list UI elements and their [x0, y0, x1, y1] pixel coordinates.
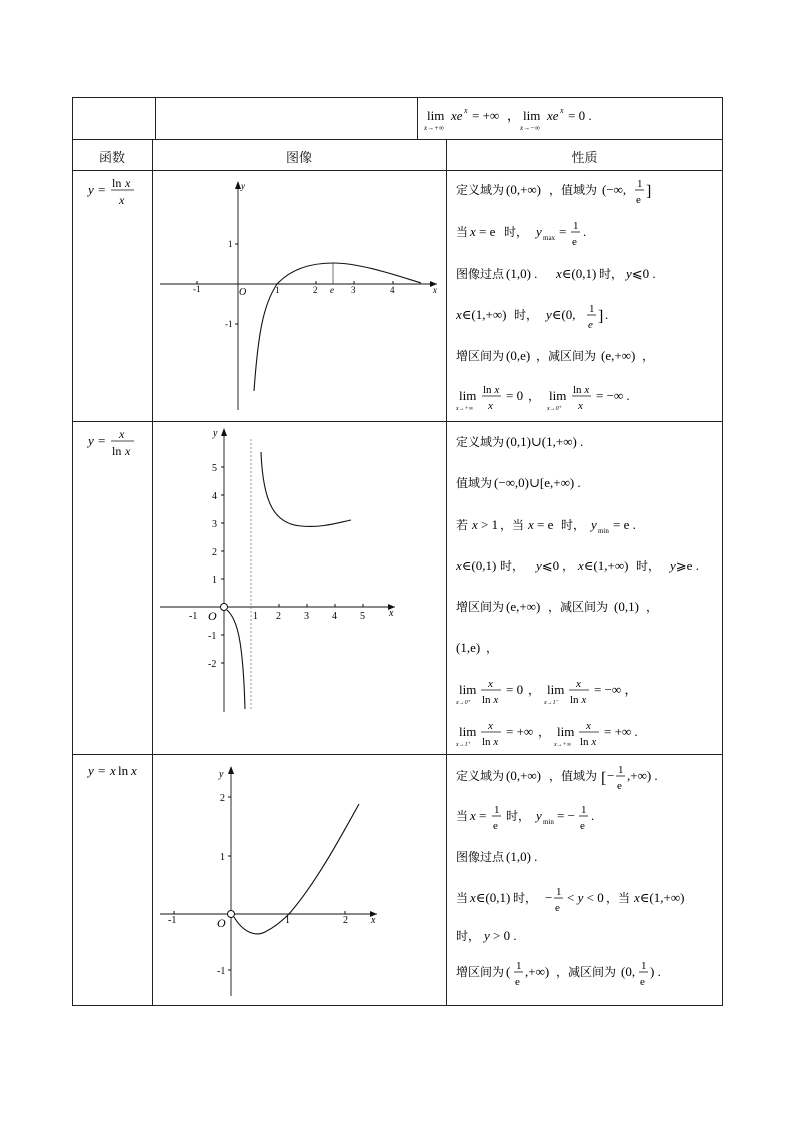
svg-text:x: x: [119, 427, 125, 441]
svg-text:.: .: [605, 307, 609, 322]
function-label-lnx-over-x: [86, 176, 146, 212]
row1-props: [456, 176, 716, 418]
svg-text:1: 1: [637, 178, 643, 190]
svg-text:，减区间为: ，减区间为: [536, 349, 597, 363]
svg-text:y > 0 .: y > 0 .: [484, 928, 517, 943]
svg-text:1: 1: [573, 220, 579, 232]
svg-text:x: x: [110, 763, 116, 778]
svg-text:.: .: [591, 808, 595, 823]
svg-text:x: x: [371, 915, 376, 926]
svg-text:e: e: [330, 285, 334, 295]
graph-x-over-lnx: [155, 424, 445, 714]
svg-text:lim: lim: [547, 682, 565, 697]
svg-text:y: y: [219, 769, 224, 780]
svg-text:ln x: ln x: [482, 694, 499, 706]
svg-text:(e,+∞): (e,+∞): [601, 348, 636, 363]
svg-text:y: y: [213, 428, 218, 439]
svg-text:= +∞ .: = +∞ .: [604, 724, 638, 739]
svg-text:x: x: [576, 678, 581, 690]
svg-text:= −∞ .: = −∞ .: [596, 388, 630, 403]
svg-text:x = e: x = e: [470, 224, 496, 239]
svg-text:1: 1: [589, 303, 595, 315]
svg-text:时，: 时，: [456, 929, 481, 943]
svg-text:1: 1: [556, 886, 562, 898]
svg-text:当: 当: [456, 891, 469, 905]
svg-text:y⩽0: y⩽0: [536, 558, 560, 573]
svg-text:x = e: x = e: [528, 517, 554, 532]
svg-text:ln x: ln x: [482, 736, 499, 748]
svg-text:lim: lim: [459, 682, 477, 697]
svg-text:，值域为: ，值域为: [549, 769, 598, 783]
svg-text:1: 1: [494, 804, 500, 816]
svg-text:ln: ln: [118, 763, 129, 778]
svg-text:x→+∞: x→+∞: [424, 124, 444, 132]
col-divider: [155, 97, 156, 139]
svg-text:x: x: [560, 106, 564, 115]
svg-text:= 0 .: = 0 .: [568, 108, 592, 123]
svg-text:O: O: [239, 287, 247, 298]
svg-text:e: e: [636, 194, 641, 206]
svg-text:< y < 0: < y < 0: [567, 890, 604, 905]
svg-text:ln x: ln x: [483, 384, 500, 396]
svg-text:y: y: [536, 224, 542, 239]
svg-text:1: 1: [212, 575, 217, 586]
svg-text:若: 若: [456, 518, 469, 532]
svg-text:y⩽0 .: y⩽0 .: [626, 266, 656, 281]
svg-text:x∈(1,+∞): x∈(1,+∞): [634, 890, 685, 905]
svg-text:值域为: 值域为: [456, 476, 493, 490]
svg-text:x: x: [488, 720, 493, 732]
svg-text:lim: lim: [557, 724, 575, 739]
svg-text:x∈(0,1): x∈(0,1): [556, 266, 597, 281]
svg-text:y∈(0,: y∈(0,: [546, 307, 576, 322]
function-label-x-lnx: [86, 760, 146, 782]
svg-text:x∈(1,+∞): x∈(1,+∞): [456, 307, 507, 322]
svg-text:-1: -1: [225, 319, 233, 329]
svg-text:增区间为: 增区间为: [456, 965, 505, 979]
svg-text:e: e: [580, 820, 585, 832]
svg-text:x→+∞: x→+∞: [554, 742, 571, 748]
row2-props: [456, 428, 718, 756]
svg-text:x∈(0,1): x∈(0,1): [456, 558, 497, 573]
svg-text:1: 1: [285, 915, 290, 926]
svg-text:4: 4: [212, 491, 217, 502]
svg-text:lim: lim: [523, 108, 541, 123]
svg-text:=: =: [98, 763, 106, 778]
svg-text:y: y: [536, 808, 542, 823]
svg-text:，: ，: [486, 641, 499, 655]
svg-text:x→+∞: x→+∞: [456, 406, 473, 412]
svg-text:.: .: [583, 224, 587, 239]
svg-text:x: x: [125, 444, 131, 458]
svg-text:4: 4: [390, 285, 395, 295]
svg-text:2: 2: [276, 611, 281, 622]
svg-text:x: x: [464, 106, 468, 115]
svg-text:(0,+∞): (0,+∞): [506, 768, 542, 783]
row-divider: [72, 421, 723, 422]
svg-text:(−∞,: (−∞,: [602, 182, 627, 197]
svg-text:= 0: = 0: [506, 682, 524, 697]
svg-text:时，: 时，: [513, 891, 538, 905]
svg-text:图像过点: 图像过点: [456, 267, 505, 281]
svg-text:(e,+∞): (e,+∞): [506, 599, 541, 614]
svg-text:x: x: [389, 608, 394, 619]
svg-text:y: y: [88, 433, 94, 448]
svg-text:lim: lim: [549, 388, 567, 403]
svg-text:1: 1: [220, 852, 225, 863]
header-properties: 性质: [571, 151, 598, 166]
svg-text:，值域为: ，值域为: [549, 183, 598, 197]
svg-text:ln: ln: [112, 176, 122, 190]
svg-text:图像过点: 图像过点: [456, 850, 505, 864]
header-function: 函数: [98, 151, 125, 166]
svg-text:定义域为: 定义域为: [456, 769, 505, 783]
svg-text:ln: ln: [112, 444, 122, 458]
svg-text:1: 1: [275, 285, 280, 295]
svg-text:5: 5: [360, 611, 365, 622]
svg-text:e: e: [555, 902, 560, 914]
svg-text:-1: -1: [193, 284, 201, 294]
svg-text:-2: -2: [208, 659, 217, 670]
svg-text:x: x: [125, 176, 131, 190]
svg-text:2: 2: [212, 547, 217, 558]
row2-props-math: [456, 428, 718, 754]
svg-text:时，: 时，: [506, 809, 531, 823]
svg-text:y: y: [88, 763, 94, 778]
svg-text:2: 2: [220, 793, 225, 804]
svg-text:x: x: [433, 285, 437, 295]
svg-text:定义域为: 定义域为: [456, 183, 505, 197]
svg-text:(1,0) .: (1,0) .: [506, 266, 538, 281]
svg-text:= +∞: = +∞: [506, 724, 534, 739]
svg-text:时，: 时，: [561, 518, 586, 532]
svg-text:当: 当: [456, 225, 469, 239]
svg-text:时，: 时，: [504, 225, 529, 239]
svg-text:，: ，: [528, 683, 541, 697]
svg-text:=: =: [98, 182, 106, 197]
svg-text:(−∞,0)∪[e,+∞) .: (−∞,0)∪[e,+∞) .: [494, 475, 581, 490]
svg-text:，减区间为: ，减区间为: [548, 600, 609, 614]
svg-text:x > 1: x > 1: [472, 517, 499, 532]
svg-text:时，: 时，: [599, 267, 624, 281]
svg-text:O: O: [217, 916, 226, 930]
svg-text:-1: -1: [208, 631, 217, 642]
svg-text:x: x: [488, 678, 493, 690]
svg-text:y: y: [591, 517, 597, 532]
col-divider: [152, 139, 153, 1006]
svg-text:3: 3: [304, 611, 309, 622]
svg-text:，: ，: [528, 389, 541, 403]
svg-text:= +∞: = +∞: [472, 108, 500, 123]
svg-text:x→0⁺: x→0⁺: [547, 406, 562, 412]
top-formula: [420, 100, 720, 138]
svg-text:y: y: [241, 181, 245, 191]
svg-text:,+∞): ,+∞): [525, 964, 550, 979]
svg-text:xe: xe: [451, 108, 463, 123]
svg-text:x =: x =: [470, 808, 487, 823]
svg-text:1: 1: [516, 960, 522, 972]
svg-text:x∈(0,1): x∈(0,1): [470, 890, 511, 905]
svg-text:min: min: [598, 527, 609, 535]
svg-text:[: [: [601, 770, 607, 787]
col-divider: [417, 97, 418, 139]
svg-text:(: (: [506, 964, 511, 979]
svg-text:−: −: [607, 768, 615, 783]
svg-text:，减区间为: ，减区间为: [556, 965, 617, 979]
svg-text:O: O: [208, 609, 217, 623]
svg-text:=: =: [98, 433, 106, 448]
svg-text:lim: lim: [459, 388, 477, 403]
svg-text:]: ]: [598, 308, 604, 325]
svg-text:= e .: = e .: [613, 517, 636, 532]
svg-text:x: x: [119, 193, 125, 207]
svg-text:x→1⁺: x→1⁺: [456, 742, 471, 748]
svg-text:(0,1)∪(1,+∞) .: (0,1)∪(1,+∞) .: [506, 434, 584, 449]
svg-text:时，: 时，: [514, 308, 539, 322]
svg-text:e: e: [640, 976, 645, 988]
svg-text:= −∞ ，: = −∞ ，: [594, 682, 638, 697]
svg-text:，: ，: [538, 725, 551, 739]
svg-text:e: e: [588, 319, 593, 331]
row-divider: [72, 139, 723, 140]
svg-text:ln x: ln x: [570, 694, 587, 706]
function-label-x-over-lnx: [86, 427, 146, 463]
svg-text:ln x: ln x: [573, 384, 590, 396]
svg-text:时，: 时，: [636, 559, 661, 573]
svg-text:e: e: [572, 236, 577, 248]
svg-text:x: x: [586, 720, 591, 732]
svg-text:) .: ) .: [650, 964, 661, 979]
svg-text:y⩾e .: y⩾e .: [670, 558, 699, 573]
graph-x-lnx: [155, 760, 445, 1005]
svg-text:时，: 时，: [500, 559, 525, 573]
svg-text:x→−∞: x→−∞: [520, 124, 540, 132]
svg-text:x∈(1,+∞): x∈(1,+∞): [578, 558, 629, 573]
svg-text:(0,1): (0,1): [614, 599, 639, 614]
svg-text:1: 1: [618, 764, 624, 776]
svg-text:1: 1: [253, 611, 258, 622]
svg-text:e: e: [493, 820, 498, 832]
svg-text:e: e: [515, 976, 520, 988]
svg-text:x: x: [131, 763, 137, 778]
row-divider: [72, 170, 723, 171]
svg-text:2: 2: [343, 915, 348, 926]
svg-text:x: x: [578, 400, 583, 412]
svg-text:4: 4: [332, 611, 337, 622]
svg-text:y: y: [88, 182, 94, 197]
svg-text:lim: lim: [459, 724, 477, 739]
header-graph: 图像: [285, 151, 312, 166]
svg-text:1: 1: [228, 239, 233, 249]
svg-text:，当: ，当: [606, 891, 631, 905]
svg-text:= −: = −: [557, 808, 575, 823]
svg-text:5: 5: [212, 463, 217, 474]
svg-text:-1: -1: [189, 611, 198, 622]
svg-text:，: ，: [562, 559, 575, 573]
graph-lnx-over-x: [155, 175, 445, 415]
svg-text:(0,+∞): (0,+∞): [506, 182, 542, 197]
svg-text:-1: -1: [217, 966, 226, 977]
svg-text:max: max: [543, 234, 556, 242]
svg-text:1: 1: [581, 804, 587, 816]
col-divider: [446, 139, 447, 1006]
svg-text:，: ，: [642, 349, 655, 363]
svg-text:(0,: (0,: [621, 964, 636, 979]
svg-text:1: 1: [641, 960, 647, 972]
svg-text:]: ]: [646, 183, 652, 200]
svg-text:(1,0) .: (1,0) .: [506, 849, 538, 864]
svg-text:-1: -1: [168, 915, 177, 926]
svg-text:，当: ，当: [500, 518, 525, 532]
svg-text:−: −: [545, 890, 553, 905]
svg-text:当: 当: [456, 809, 469, 823]
svg-text:ln x: ln x: [580, 736, 597, 748]
svg-text:(0,e): (0,e): [506, 348, 531, 363]
svg-text:2: 2: [313, 285, 318, 295]
row1-props-math: [456, 176, 716, 416]
row3-props: [456, 762, 718, 1000]
row3-props-math: [456, 762, 718, 998]
svg-text:e: e: [617, 780, 622, 792]
svg-text:3: 3: [351, 285, 356, 295]
svg-text:增区间为: 增区间为: [456, 600, 505, 614]
svg-text:= 0: = 0: [506, 388, 524, 403]
svg-text:x→1⁻: x→1⁻: [544, 700, 559, 706]
svg-text:增区间为: 增区间为: [456, 349, 505, 363]
svg-text:，: ，: [646, 600, 659, 614]
svg-text:定义域为: 定义域为: [456, 435, 505, 449]
svg-text:,+∞) .: ,+∞) .: [627, 768, 658, 783]
svg-text:=: =: [559, 224, 567, 239]
svg-text:x: x: [488, 400, 493, 412]
svg-text:xe: xe: [547, 108, 559, 123]
svg-text:，: ，: [507, 108, 521, 123]
svg-text:x→0⁺: x→0⁺: [456, 700, 471, 706]
svg-text:(1,e): (1,e): [456, 640, 481, 655]
svg-text:lim: lim: [427, 108, 445, 123]
svg-text:min: min: [543, 818, 554, 826]
svg-text:3: 3: [212, 519, 217, 530]
